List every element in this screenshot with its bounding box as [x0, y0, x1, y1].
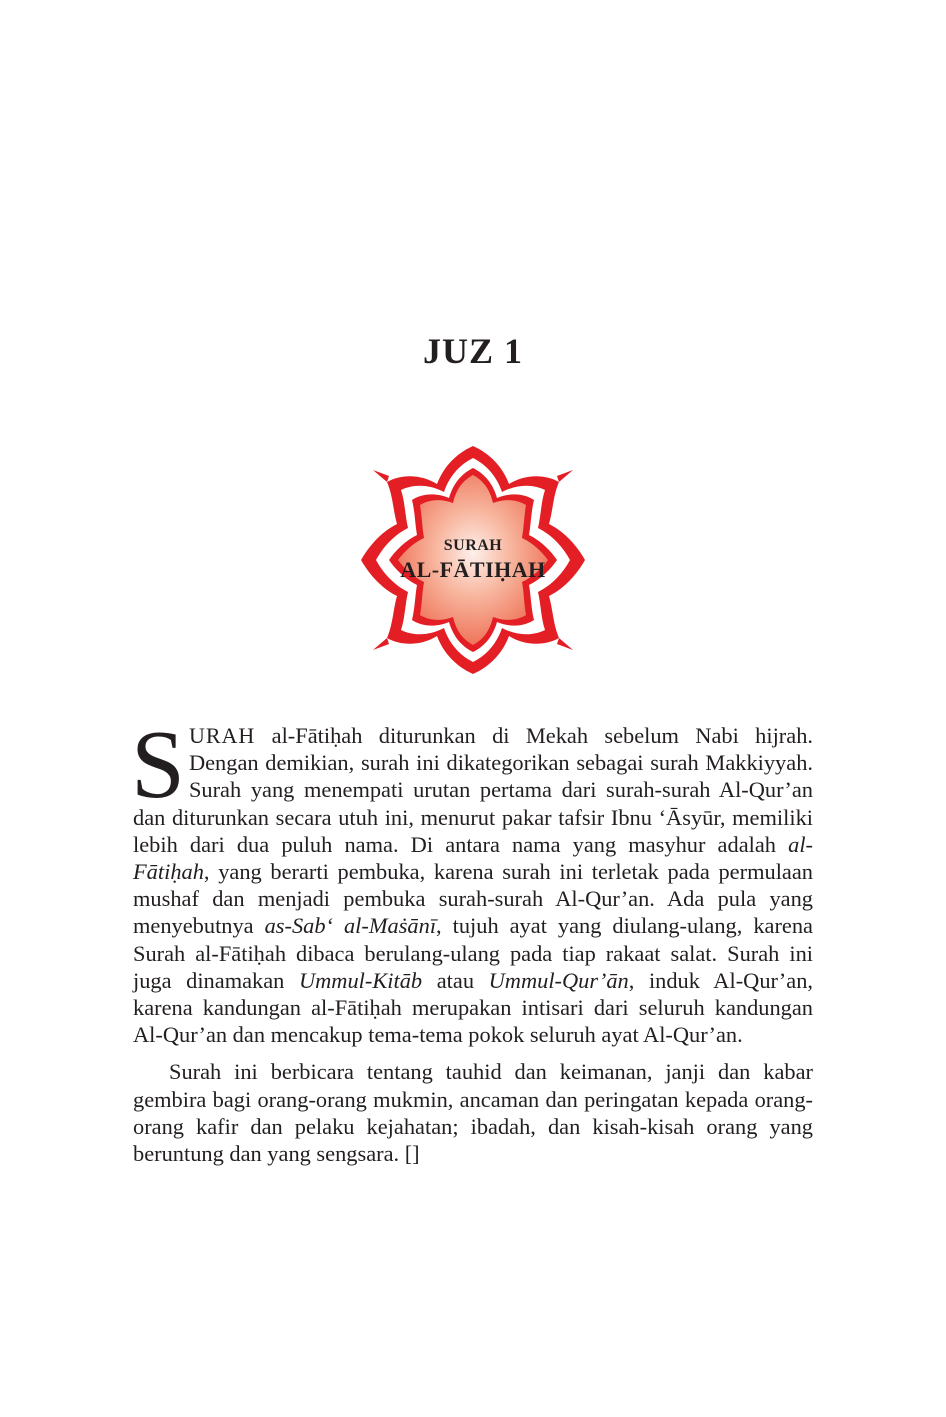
second-paragraph: Surah ini berbicara tentang tauhid dan keimanan, janji dan kabar gembira bagi orang-orang mukmin, ancaman dan peringatan kepada orang-orang kafir dan pelaku kejahatan; ibadah, dan kisah-kisah orang yang beruntung dan yang sengsara. []: [133, 1059, 813, 1167]
juz-title: JUZ 1: [422, 331, 523, 371]
body-text: [131, 711, 813, 1167]
text-run: , yang berarti pembuka, karena surah ini terletak pada permulaan mushaf dan menjadi pembuka surah-surah Al-Qur’an. Ada pula yang menyebutnya: [133, 859, 813, 939]
emblem-subtitle: SURAH: [443, 537, 503, 554]
drop-cap: S: [131, 711, 185, 818]
italic-term: Ummul-Qur’ān: [488, 967, 629, 993]
text-run: al-Fātiḥah diturunkan di Mekah sebelum Nabi hijrah. Dengan demikian, surah ini dikategorikan sebagai surah Makkiyyah. Surah yang menempati urutan pertama dari surah-surah Al-Qur’an dan diturunkan secara utuh ini, menurut pakar tafsir Ibnu ‘Āsyūr, memiliki lebih dari dua puluh nama. Di antara nama yang masyhur adalah: [133, 723, 813, 857]
text-run: , tujuh ayat yang diulang-ulang, karena Surah al-Fātiḥah dibaca berulang-ulang pada tiap rakaat salat. Surah ini juga dinamakan: [133, 913, 813, 993]
surah-name: AL-FĀTIḤAH: [400, 557, 546, 582]
intro-paragraph: [131, 711, 813, 1048]
text-run: atau: [422, 967, 489, 993]
italic-term: as-Sab‘ al-Maṡānī: [264, 913, 437, 939]
opening-word: URAH: [188, 723, 256, 748]
text-run: , induk Al-Qur’an, karena kandungan al-Fātiḥah merupakan intisari dari seluruh kandungan Al-Qur’an dan mencakup tema-tema pokok seluruh ayat Al-Qur’an.: [133, 967, 813, 1048]
surah-emblem: [353, 440, 593, 680]
italic-term: al-Fātiḥah: [133, 831, 813, 885]
italic-term: Ummul-Kitāb: [298, 967, 423, 993]
